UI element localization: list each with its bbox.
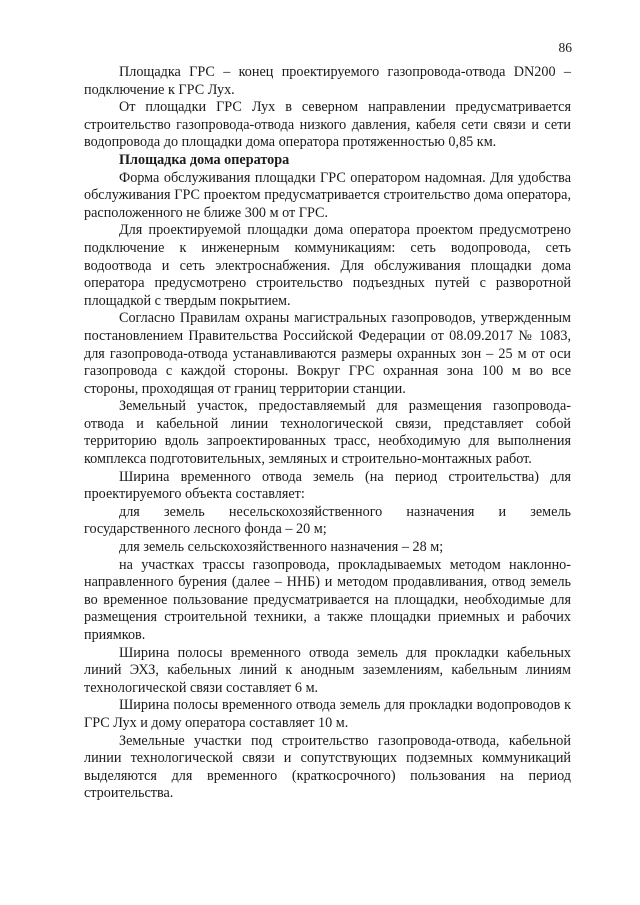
paragraph: Площадка ГРС – конец проектируемого газопровода-отвода DN200 – подключение к ГРС Лух. [84, 64, 571, 98]
list-paragraph: для земель несельскохозяйственного назначения и земель государственного лесного фонда – 20 м; [84, 503, 571, 538]
paragraph: Согласно Правилам охраны магистральных газопроводов, утвержденным постановлением Правительства Российской Федерации от 08.09.2017 № 1083, для газопровода-отвода устанавливаются размеры охранных зон – 25 м от оси газопровода с каждой стороны. Вокруг ГРС охранная зона 100 м во все стороны, проходящая от границ территории станции. [84, 310, 571, 397]
section-heading: Площадка дома оператора [119, 151, 290, 168]
paragraph: Земельные участки под строительство газопровода-отвода, кабельной линии технологической связи и сопутствующих подземных коммуникаций выделяются для временного (краткосрочного) пользования на период строительства. [84, 732, 571, 802]
paragraph: Земельный участок, предоставляемый для размещения газопровода-отвода и кабельной линии технологической связи, представляет собой территорию вдоль запроектированных трасс, необходимую для выполнения комплекса подготовительных, земляных и строительно-монтажных работ. [84, 398, 571, 468]
paragraph: Ширина полосы временного отвода земель для прокладки кабельных линий ЭХЗ, кабельных линий к анодным заземлениям, кабельным линиям технологической связи составляет 6 м. [84, 644, 571, 696]
page-number: 86 [558, 40, 572, 55]
paragraph: Ширина временного отвода земель (на период строительства) для проектируемого объекта составляет: [84, 468, 571, 503]
document-body [84, 64, 571, 803]
list-paragraph: для земель сельскохозяйственного назначения – 28 м; [119, 539, 444, 556]
paragraph: Форма обслуживания площадки ГРС оператором надомная. Для удобства обслуживания ГРС проектом предусматривается строительство дома оператора, расположенного не ближе 300 м от ГРС. [84, 169, 571, 221]
list-paragraph: на участках трассы газопровода, прокладываемых методом наклонно-направленного бурения (далее – ННБ) и методом продавливания, отвод земель во временное пользование предусматривается на площадки, необходимые для размещения строительной техники, а также площадки приемных и рабочих приямков. [84, 556, 571, 643]
paragraph: Ширина полосы временного отвода земель для прокладки водопроводов к ГРС Лух и дому оператора составляет 10 м. [84, 697, 571, 731]
paragraph: От площадки ГРС Лух в северном направлении предусматривается строительство газопровода-отвода низкого давления, кабеля сети связи и сети водопровода до площадки дома оператора протяженностью 0,85 км. [84, 99, 571, 151]
paragraph: Для проектируемой площадки дома оператора проектом предусмотрено подключение к инженерным коммуникациям: сеть водопровода, сеть водоотвода и сеть электроснабжения. Для обслуживания площадки дома оператора предусмотрено строительство подъездных путей с разворотной площадкой с твердым покрытием. [84, 222, 571, 309]
